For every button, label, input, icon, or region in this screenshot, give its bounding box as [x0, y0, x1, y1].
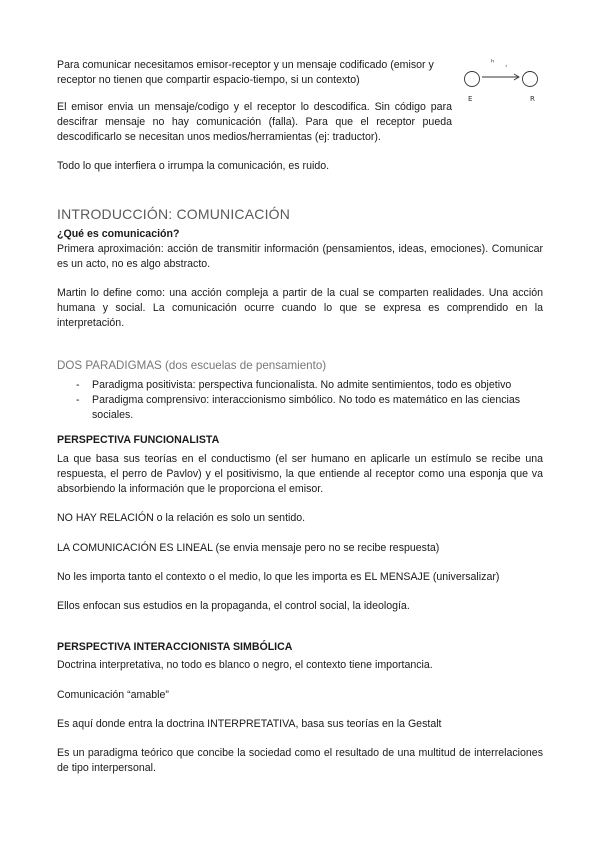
paradigms-list	[57, 378, 543, 423]
intro-paragraph-1: Para comunicar necesitamos emisor-receptor y un mensaje codificado (emisor y receptor no tienen que compartir espacio-tiempo, si un contexto)	[57, 59, 434, 86]
interactionist-paragraph-1: Doctrina interpretativa, no todo es blanco o negro, el contexto tiene importancia.	[57, 659, 433, 671]
diagram-label-receptor: R	[530, 95, 535, 103]
section-functionalist-title: PERSPECTIVA FUNCIONALISTA	[57, 434, 220, 446]
intro-paragraph-3: Todo lo que interfiera o irrumpa la comunicación, es ruido.	[57, 160, 330, 172]
diagram-top-mark-1: ʰ	[491, 58, 495, 67]
section-intro-title: INTRODUCCIÓN: COMUNICACIÓN	[57, 206, 291, 222]
interactionist-paragraph-4: Es un paradigma teórico que concibe la sociedad como el resultado de una multitud de interrelaciones de tipo interpersonal.	[57, 747, 543, 774]
interactionist-paragraph-2: Comunicación “amable”	[57, 689, 169, 701]
list-bullet: -	[76, 379, 80, 391]
functionalist-paragraph-2: NO HAY RELACIÓN o la relación es solo un sentido.	[57, 512, 306, 524]
emitter-circle	[465, 72, 480, 87]
section-intro-paragraph-2: Martin lo define como: una acción compleja a partir de la cual se comparten realidades. Una acción humana y social. La comunicación ocurre cuando lo que se expresa es comprendido en la interpretación.	[57, 287, 543, 329]
diagram-top-mark-2: ˌ	[505, 59, 508, 68]
functionalist-paragraph-5: Ellos enfocan sus estudios en la propaganda, el control social, la ideología.	[57, 600, 410, 612]
list-item	[57, 393, 543, 423]
paradigm-item-1: Paradigma positivista: perspectiva funcionalista. No admite sentimientos, todo es objetivo	[92, 379, 512, 391]
paradigm-item-2: Paradigma comprensivo: interaccionismo simbólico. No todo es matemático en las ciencias sociales.	[92, 394, 521, 421]
section-paradigms-title: DOS PARADIGMAS (dos escuelas de pensamiento)	[57, 359, 327, 372]
functionalist-paragraph-3: LA COMUNICACIÓN ES LINEAL (se envia mensaje pero no se recibe respuesta)	[57, 542, 440, 554]
section-interactionist-title: PERSPECTIVA INTERACCIONISTA SIMBÓLICA	[57, 641, 293, 653]
section-intro-paragraph-1: Primera aproximación: acción de transmitir información (pensamientos, ideas, emociones). Comunicar es un acto, no es algo abstracto.	[57, 243, 543, 270]
functionalist-paragraph-4: No les importa tanto el contexto o el medio, lo que les importa es EL MENSAJE (universalizar)	[57, 571, 500, 583]
interactionist-paragraph-3: Es aquí donde entra la doctrina INTERPRETATIVA, basa sus teorías en la Gestalt	[57, 718, 442, 730]
functionalist-paragraph-1: La que basa sus teorías en el conductismo (el ser humano en aplicarle un estímulo se recibe una respuesta, el perro de Pavlov) y el positivismo, la que entiende al receptor como una esponja que va absorbiendo la información que le proporciona el emisor.	[57, 453, 543, 495]
section-intro-question: ¿Qué es comunicación?	[57, 228, 180, 240]
diagram-label-emitter: E	[468, 95, 473, 103]
list-bullet: -	[76, 394, 80, 406]
emitter-receptor-diagram	[462, 55, 547, 105]
receptor-circle	[523, 72, 538, 87]
intro-paragraph-2: El emisor envia un mensaje/codigo y el receptor lo descodifica. Sin código para descifrar mensaje no hay comunicación (falla). Para que el receptor pueda descodificarlo se necesitan unos medios/herramientas (ej: traductor).	[57, 101, 452, 143]
list-item	[57, 378, 543, 393]
